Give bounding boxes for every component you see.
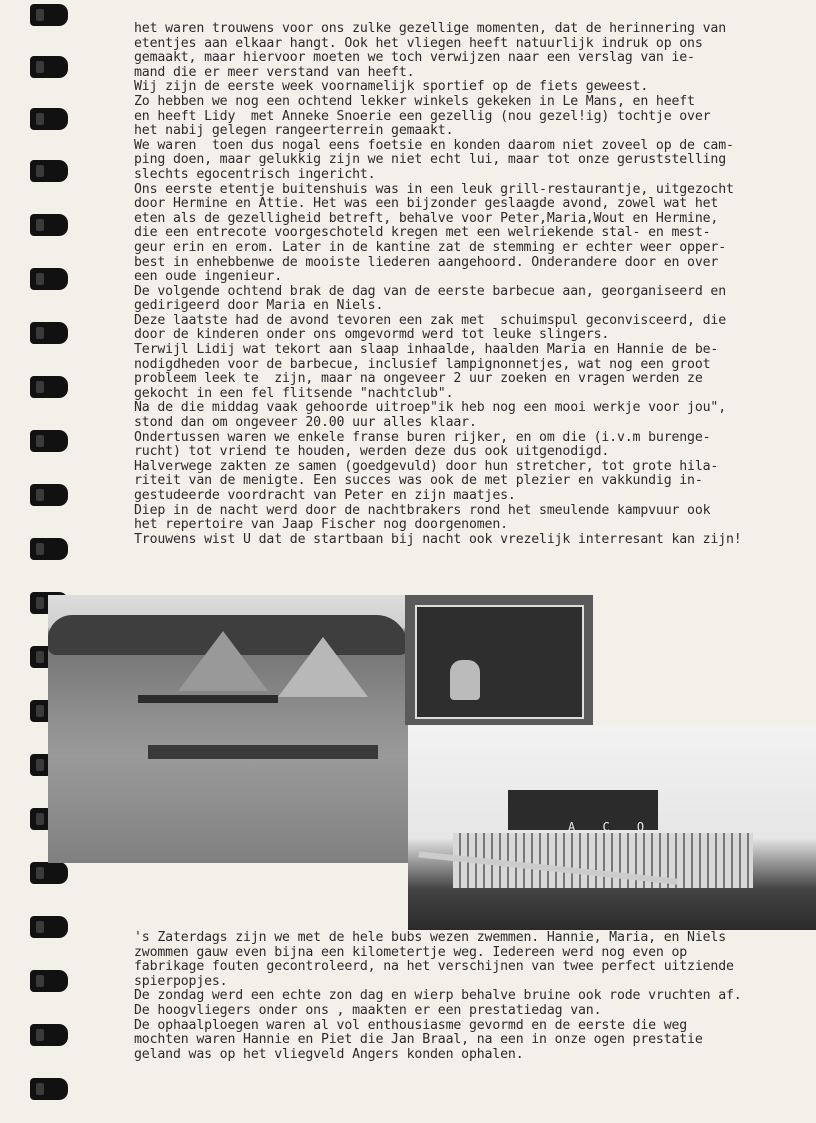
text-line: het nabij gelegen rangeerterrein gemaakt. bbox=[134, 123, 454, 139]
text-line: De hoogvliegers onder ons , maakten er een prestatiedag van. bbox=[134, 1002, 602, 1018]
text-line: gekocht in een fel flitsende "nachtclub". bbox=[134, 385, 454, 401]
text-line: en heeft Lidy met Anneke Snoerie een gezellig (nou gezel!ig) tochtje over bbox=[134, 108, 711, 124]
text-line: riteit van de menigte. Een succes was ook de met plezier en vakkundig in- bbox=[134, 473, 703, 489]
text-line: door de kinderen onder ons omgevormd werd tot leuke slingers. bbox=[134, 327, 610, 343]
article-text-top bbox=[134, 22, 774, 547]
text-line: nodigdheden voor de barbecue, inclusief lampignonnetjes, wat nog een groot bbox=[134, 356, 711, 372]
text-line: zwommen gauw even bijna een kilometertje weg. Iedereen werd nog even op bbox=[134, 944, 688, 960]
text-line: mochten waren Hannie en Piet die Jan Braal, na een in onze ogen prestatie bbox=[134, 1032, 703, 1048]
article-text-bottom bbox=[134, 931, 774, 1062]
text-line: stond dan om ongeveer 20.00 uur alles klaar. bbox=[134, 415, 477, 431]
text-line: De ophaalploegen waren al vol enthousiasme gevormd en de eerste die weg bbox=[134, 1017, 688, 1033]
text-line: Deze laatste had de avond tevoren een zak met schuimspul geconvisceerd, die bbox=[134, 312, 727, 328]
aco-sign-text: A C O bbox=[568, 820, 655, 834]
text-line: het waren trouwens voor ons zulke gezellige momenten, dat de herinnering van bbox=[134, 21, 727, 36]
text-line: De zondag werd een echte zon dag en wierp behalve bruine ook rode vruchten af. bbox=[134, 988, 742, 1004]
campsite-photo bbox=[48, 595, 408, 863]
tent-interior-photo bbox=[405, 595, 593, 725]
text-line: die een entrecote voorgeschoteld kregen met een welriekende stal- en mest- bbox=[134, 225, 711, 241]
text-line: gestudeerde voordracht van Peter en zijn maatjes. bbox=[134, 488, 516, 503]
text-line: rucht) tot vriend te houden, werden deze dus ook uitgenodigd. bbox=[134, 444, 610, 460]
aco-airfield-photo bbox=[408, 725, 816, 930]
text-line: een oude ingenieur. bbox=[134, 269, 283, 285]
text-line: Ons eerste etentje buitenshuis was in een leuk grill-restaurantje, uitgezocht bbox=[134, 181, 734, 197]
text-line: geland was op het vliegveld Angers konden ophalen. bbox=[134, 1046, 524, 1062]
text-line: slechts egocentrisch ingericht. bbox=[134, 166, 376, 182]
text-line: best in enhebbenwe de mooiste liederen aangehoord. Onderandere door en over bbox=[134, 254, 719, 270]
text-line: eten als de gezelligheid betreft, behalve voor Peter,Maria,Wout en Hermine, bbox=[134, 210, 719, 226]
text-line: Zo hebben we nog een ochtend lekker winkels gekeken in Le Mans, en heeft bbox=[134, 93, 695, 109]
text-line: probleem leek te zijn, maar na ongeveer 2 uur zoeken en vragen werden ze bbox=[134, 371, 703, 387]
text-line: ping doen, maar gelukkig zijn we niet echt lui, maar tot onze geruststelling bbox=[134, 152, 727, 168]
text-line: gedirigeerd door Maria en Niels. bbox=[134, 298, 384, 314]
text-line: Trouwens wist U dat de startbaan bij nacht ook vrezelijk interresant kan zijn! bbox=[134, 531, 742, 547]
text-line: Ondertussen waren we enkele franse buren rijker, en om die (i.v.m burenge- bbox=[134, 429, 711, 445]
text-line: door Hermine en Attie. Het was een bijzonder geslaagde avond, zowel wat het bbox=[134, 196, 719, 212]
text-line: fabrikage fouten gecontroleerd, na het verschijnen van twee perfect uitziende bbox=[134, 959, 734, 975]
text-line: Na de die middag vaak gehoorde uitroep"ik heb nog een mooi werkje voor jou", bbox=[134, 400, 727, 416]
text-line: mand die er meer verstand van heeft. bbox=[134, 64, 415, 80]
text-line: Wij zijn de eerste week voornamelijk sportief op de fiets geweest. bbox=[134, 79, 649, 95]
text-line: het repertoire van Jaap Fischer nog doorgenomen. bbox=[134, 517, 508, 533]
text-line: We waren toen dus nogal eens foetsie en konden daarom niet zoveel op de cam- bbox=[134, 137, 734, 153]
text-line: De volgende ochtend brak de dag van de eerste barbecue aan, georganiseerd en bbox=[134, 283, 727, 299]
text-line: spierpopjes. bbox=[134, 973, 228, 989]
text-line: etentjes aan elkaar hangt. Ook het vliegen heeft natuurlijk indruk op ons bbox=[134, 35, 703, 51]
text-line: Diep in de nacht werd door de nachtbrakers rond het smeulende kampvuur ook bbox=[134, 502, 711, 518]
spiral-binding bbox=[0, 0, 70, 1123]
text-line: Terwijl Lidij wat tekort aan slaap inhaalde, haalden Maria en Hannie de be- bbox=[134, 342, 719, 358]
text-line: Halverwege zakten ze samen (goedgevuld) door hun stretcher, tot grote hila- bbox=[134, 458, 719, 474]
text-line: geur erin en erom. Later in de kantine zat de stemming er echter weer opper- bbox=[134, 239, 727, 255]
text-line: gemaakt, maar hiervoor moeten we toch verwijzen naar een verslag van ie- bbox=[134, 50, 695, 66]
text-line: 's Zaterdags zijn we met de hele bubs wezen zwemmen. Hannie, Maria, en Niels bbox=[134, 930, 727, 945]
